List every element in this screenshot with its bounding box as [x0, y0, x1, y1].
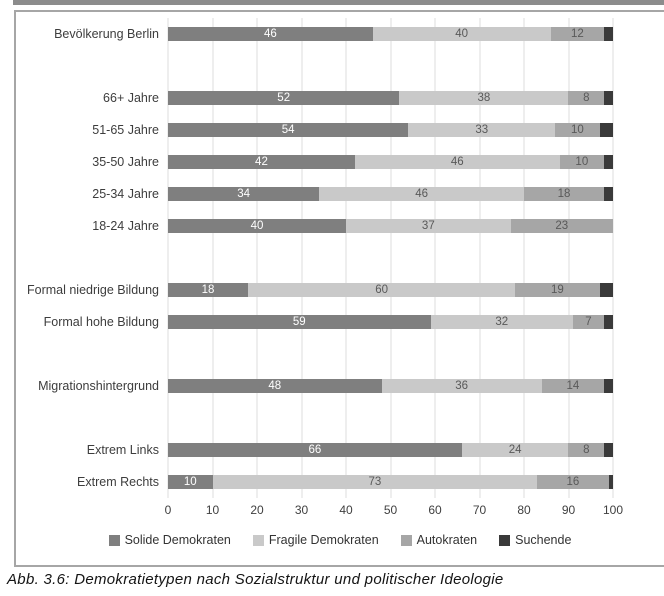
category-label: Formal niedrige Bildung — [26, 283, 159, 297]
bar-segment — [604, 91, 613, 105]
chart-plot — [16, 18, 664, 498]
bar-segment: 18 — [524, 187, 604, 201]
bar-segment — [609, 475, 613, 489]
chart-row — [16, 114, 664, 146]
x-tick-label: 100 — [602, 503, 624, 517]
chart-row — [16, 146, 664, 178]
x-tick-label: 80 — [517, 503, 531, 517]
figure-caption: Abb. 3.6: Demokratietypen nach Sozialstruktur und politischer Ideologie — [7, 571, 504, 588]
bar-segment: 36 — [382, 379, 542, 393]
bar-segment — [604, 379, 613, 393]
bar-segment: 8 — [568, 443, 604, 457]
bar-segment: 23 — [511, 219, 613, 233]
x-tick-label: 60 — [428, 503, 442, 517]
legend-item — [253, 533, 379, 547]
legend-label: Suchende — [515, 533, 572, 547]
bar-track — [168, 155, 613, 169]
bar-segment: 32 — [431, 315, 573, 329]
legend-swatch — [401, 535, 412, 546]
x-tick-label: 0 — [164, 503, 172, 517]
bar-segment: 46 — [168, 27, 373, 41]
bar-segment — [604, 443, 613, 457]
bar-track — [168, 379, 613, 393]
bar-segment: 33 — [408, 123, 555, 137]
x-tick-label: 50 — [383, 503, 398, 517]
bar-segment: 54 — [168, 123, 408, 137]
bar-track — [168, 219, 613, 233]
chart-row — [16, 306, 664, 338]
bar-segment: 42 — [168, 155, 355, 169]
bar-segment — [604, 315, 613, 329]
legend-label: Autokraten — [416, 533, 478, 547]
chart-row — [16, 82, 664, 114]
category-label: Extrem Links — [86, 443, 159, 457]
bar-segment: 10 — [560, 155, 605, 169]
legend-swatch — [253, 535, 264, 546]
category-label: 66+ Jahre — [103, 91, 159, 105]
x-tick-label: 10 — [205, 503, 220, 517]
legend-item — [499, 533, 571, 547]
bar-segment — [604, 187, 613, 201]
x-tick-label: 40 — [339, 503, 353, 517]
bar-track — [168, 187, 613, 201]
bar-track — [168, 27, 613, 41]
legend-item — [401, 533, 477, 547]
bar-segment: 8 — [568, 91, 604, 105]
category-label: Extrem Rechts — [77, 475, 159, 489]
group-gap — [16, 338, 664, 370]
chart-row — [16, 466, 664, 498]
bar-segment: 18 — [168, 283, 248, 297]
bar-segment: 34 — [168, 187, 319, 201]
bar-segment — [600, 283, 613, 297]
chart-row — [16, 434, 664, 466]
bar-track — [168, 443, 613, 457]
bar-segment: 24 — [462, 443, 569, 457]
chart-row — [16, 178, 664, 210]
bar-track — [168, 91, 613, 105]
bar-segment: 40 — [373, 27, 551, 41]
bar-segment: 48 — [168, 379, 382, 393]
bar-segment: 10 — [555, 123, 600, 137]
bar-track — [168, 315, 613, 329]
x-tick-label: 30 — [294, 503, 309, 517]
bar-segment: 66 — [168, 443, 462, 457]
chart-row — [16, 370, 664, 402]
bar-segment: 46 — [319, 187, 524, 201]
legend-swatch — [499, 535, 510, 546]
group-gap — [16, 50, 664, 82]
category-label: 18-24 Jahre — [92, 219, 159, 233]
legend-label: Solide Demokraten — [124, 533, 231, 547]
bar-segment: 46 — [355, 155, 560, 169]
x-tick-label: 90 — [561, 503, 576, 517]
group-gap — [16, 242, 664, 274]
bar-segment: 16 — [537, 475, 608, 489]
category-label: Migrationshintergrund — [38, 379, 159, 393]
bar-track — [168, 123, 613, 137]
category-label: 51-65 Jahre — [92, 123, 159, 137]
x-tick-label: 20 — [250, 503, 264, 517]
chart-row — [16, 274, 664, 306]
legend — [16, 533, 664, 547]
chart-row — [16, 18, 664, 50]
category-label: 35-50 Jahre — [92, 155, 159, 169]
group-gap — [16, 402, 664, 434]
bar-segment: 12 — [551, 27, 604, 41]
bar-segment: 38 — [399, 91, 568, 105]
bar-segment: 40 — [168, 219, 346, 233]
bar-track — [168, 475, 613, 489]
chart-frame — [14, 10, 664, 567]
bar-segment: 59 — [168, 315, 431, 329]
bar-segment: 52 — [168, 91, 399, 105]
x-tick-label: 70 — [472, 503, 487, 517]
bar-track — [168, 283, 613, 297]
page-rule — [13, 0, 664, 5]
bar-segment: 19 — [515, 283, 600, 297]
bar-segment: 73 — [213, 475, 538, 489]
legend-swatch — [109, 535, 120, 546]
chart-row — [16, 210, 664, 242]
bar-segment: 14 — [542, 379, 604, 393]
category-label: Formal hohe Bildung — [43, 315, 159, 329]
legend-label: Fragile Demokraten — [268, 533, 379, 547]
bar-segment — [604, 27, 613, 41]
bar-segment: 10 — [168, 475, 213, 489]
bar-segment — [600, 123, 613, 137]
bar-segment — [604, 155, 613, 169]
bar-segment: 37 — [346, 219, 511, 233]
x-axis — [164, 501, 624, 521]
bar-segment: 60 — [248, 283, 515, 297]
legend-item — [109, 533, 231, 547]
category-label: Bevölkerung Berlin — [54, 27, 159, 41]
bar-segment: 7 — [573, 315, 604, 329]
category-label: 25-34 Jahre — [92, 187, 159, 201]
